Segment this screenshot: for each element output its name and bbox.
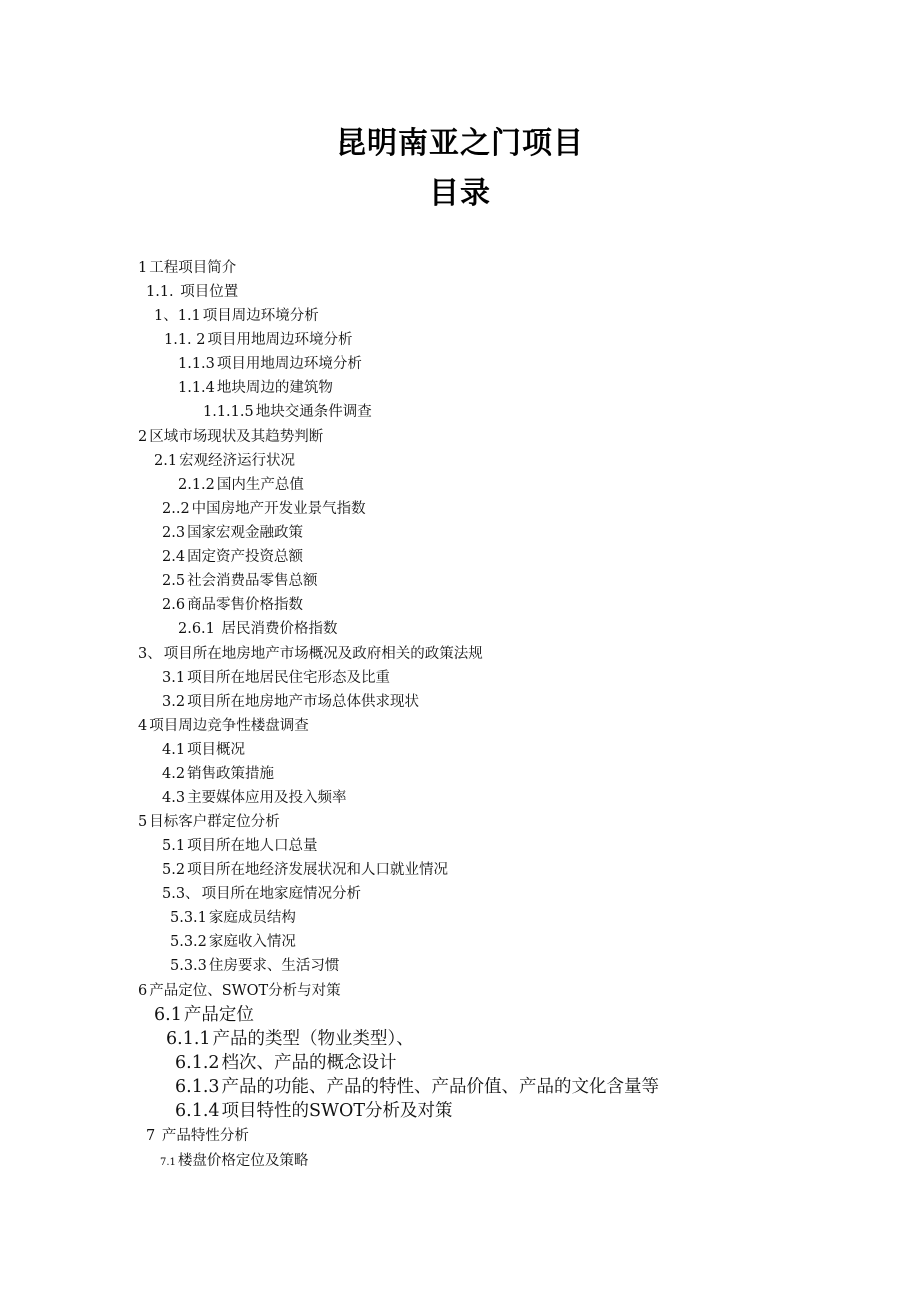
toc-entry-text: 产品的类型（物业类型）、 bbox=[212, 1029, 414, 1049]
toc-entry bbox=[178, 355, 362, 373]
toc-entry bbox=[138, 813, 280, 831]
toc-entry bbox=[166, 1028, 414, 1050]
toc-entry bbox=[164, 331, 353, 349]
toc-entry-number: 6.1 bbox=[154, 1005, 182, 1025]
toc-entry-number: 4.2 bbox=[162, 766, 186, 782]
toc-entry bbox=[162, 789, 347, 807]
toc-entry-number: 5 bbox=[138, 814, 148, 830]
toc-entry bbox=[170, 909, 296, 927]
toc-entry-number: 7 bbox=[146, 1128, 156, 1144]
toc-entry bbox=[162, 765, 274, 783]
toc-entry-number: 2.6.1 bbox=[178, 621, 215, 637]
toc-entry bbox=[175, 1052, 397, 1074]
toc-entry-text: 项目概况 bbox=[187, 742, 246, 758]
toc-entry-number: 1.1.1.5 bbox=[203, 404, 254, 420]
toc-entry bbox=[138, 645, 483, 663]
toc-entry-number: 2.1 bbox=[154, 453, 178, 469]
toc-entry-number: 5.3、 bbox=[162, 886, 200, 902]
toc-entry-text: 项目位置 bbox=[175, 284, 239, 300]
toc-entry-text: 区域市场现状及其趋势判断 bbox=[149, 429, 324, 445]
toc-entry-text: 项目所在地居民住宅形态及比重 bbox=[187, 670, 391, 686]
toc-entry-number: 5.2 bbox=[162, 862, 186, 878]
toc-entry-number: 6 bbox=[138, 983, 148, 999]
toc-entry-number: 2.3 bbox=[162, 525, 186, 541]
toc-entry-number: 5.3.3 bbox=[170, 958, 207, 974]
toc-entry-number: 6.1.3 bbox=[175, 1077, 220, 1097]
toc-entry-number: 1.1.3 bbox=[178, 356, 215, 372]
toc-entry-text: 项目用地周边环境分析 bbox=[216, 356, 362, 372]
toc-entry-number: 2.4 bbox=[162, 549, 186, 565]
toc-entry-text: 项目所在地经济发展状况和人口就业情况 bbox=[187, 862, 449, 878]
toc-entry bbox=[146, 283, 238, 301]
toc-entry-number: 2..2 bbox=[162, 501, 190, 517]
toc-entry bbox=[162, 861, 448, 879]
toc-entry bbox=[162, 572, 318, 590]
toc-entry-text: 产品定位、SWOT分析与对策 bbox=[149, 983, 341, 999]
toc-entry-text: 固定资产投资总额 bbox=[187, 549, 304, 565]
toc-entry-text: 产品特性分析 bbox=[157, 1128, 249, 1144]
toc-entry-number: 1.1. 2 bbox=[164, 332, 206, 348]
toc-entry-number: 1 bbox=[138, 260, 148, 276]
toc-entry-text: 楼盘价格定位及策略 bbox=[177, 1153, 309, 1169]
toc-entry bbox=[178, 379, 333, 397]
toc-entry bbox=[154, 1004, 254, 1026]
toc-entry bbox=[162, 524, 303, 542]
toc-entry bbox=[160, 1152, 308, 1172]
toc-entry bbox=[162, 669, 390, 687]
toc-entry-text: 商品零售价格指数 bbox=[187, 597, 304, 613]
toc-entry bbox=[154, 452, 295, 470]
toc-entry-text: 销售政策措施 bbox=[187, 766, 275, 782]
toc-entry bbox=[162, 837, 318, 855]
toc-entry-text: 家庭收入情况 bbox=[208, 934, 296, 950]
toc-entry-text: 主要媒体应用及投入频率 bbox=[187, 790, 347, 806]
toc-entry-text: 档次、产品的概念设计 bbox=[221, 1053, 397, 1073]
toc-entry bbox=[154, 307, 319, 325]
toc-entry-text: 社会消费品零售总额 bbox=[187, 573, 318, 589]
toc-entry bbox=[138, 259, 236, 277]
toc-entry bbox=[162, 693, 419, 711]
toc-entry bbox=[178, 476, 304, 494]
toc-entry-number: 5.3.2 bbox=[170, 934, 207, 950]
toc-entry-text: 国内生产总值 bbox=[216, 477, 304, 493]
toc-entry-number: 6.1.2 bbox=[175, 1053, 220, 1073]
toc-entry-number: 6.1.4 bbox=[175, 1101, 220, 1121]
toc-entry-text: 中国房地产开发业景气指数 bbox=[191, 501, 366, 517]
toc-entry-number: 2.5 bbox=[162, 573, 186, 589]
toc-entry-text: 宏观经济运行状况 bbox=[179, 453, 296, 469]
toc-entry bbox=[162, 596, 303, 614]
toc-entry-text: 项目所在地家庭情况分析 bbox=[201, 886, 362, 902]
toc-entry-text: 工程项目简介 bbox=[149, 260, 237, 276]
toc-entry-number: 5.3.1 bbox=[170, 910, 207, 926]
toc-entry-text: 产品定位 bbox=[183, 1005, 254, 1025]
toc-entry bbox=[175, 1100, 453, 1122]
toc-entry-text: 项目周边环境分析 bbox=[202, 308, 319, 324]
toc-entry-number: 4 bbox=[138, 718, 148, 734]
toc-entry-number: 7.1 bbox=[160, 1157, 176, 1168]
toc-entry-text: 国家宏观金融政策 bbox=[187, 525, 304, 541]
toc-entry bbox=[162, 885, 361, 903]
toc-entry-text: 目标客户群定位分析 bbox=[149, 814, 280, 830]
toc-entry-number: 4.1 bbox=[162, 742, 186, 758]
document-title: 昆明南亚之门项目 bbox=[336, 126, 584, 161]
toc-entry bbox=[162, 500, 366, 518]
toc-entry-number: 1.1. bbox=[146, 284, 174, 300]
toc-entry-text: 居民消费价格指数 bbox=[216, 621, 338, 637]
toc-entry-text: 产品的功能、产品的特性、产品价值、产品的文化含量等 bbox=[221, 1077, 660, 1097]
toc-entry-number: 2.1.2 bbox=[178, 477, 215, 493]
toc-entry-number: 3、 bbox=[138, 646, 162, 662]
toc-entry bbox=[162, 548, 303, 566]
toc-entry-number: 6.1.1 bbox=[166, 1029, 211, 1049]
toc-entry-text: 项目周边竞争性楼盘调查 bbox=[149, 718, 309, 734]
toc-entry-text: 项目用地周边环境分析 bbox=[207, 332, 353, 348]
toc-entry bbox=[146, 1127, 249, 1145]
toc-entry-text: 项目所在地人口总量 bbox=[187, 838, 318, 854]
toc-entry-text: 住房要求、生活习惯 bbox=[208, 958, 340, 974]
toc-entry-number: 4.3 bbox=[162, 790, 186, 806]
toc-entry bbox=[175, 1076, 659, 1098]
toc-entry bbox=[138, 982, 341, 1000]
toc-entry-text: 家庭成员结构 bbox=[208, 910, 296, 926]
toc-entry bbox=[178, 620, 338, 638]
toc-entry-number: 2.6 bbox=[162, 597, 186, 613]
toc-entry bbox=[162, 741, 245, 759]
toc-entry-text: 项目特性的SWOT分析及对策 bbox=[221, 1101, 453, 1121]
toc-entry bbox=[203, 403, 372, 421]
toc-entry-text: 项目所在地房地产市场概况及政府相关的政策法规 bbox=[163, 646, 483, 662]
toc-heading: 目录 bbox=[429, 176, 491, 211]
toc-entry-number: 1.1.4 bbox=[178, 380, 215, 396]
toc-entry-number: 5.1 bbox=[162, 838, 186, 854]
toc-entry-text: 地块交通条件调查 bbox=[255, 404, 372, 420]
toc-entry-text: 地块周边的建筑物 bbox=[216, 380, 333, 396]
toc-entry-number: 1、1.1 bbox=[154, 308, 201, 324]
toc-entry-number: 2 bbox=[138, 429, 148, 445]
toc-entry bbox=[138, 428, 323, 446]
toc-entry bbox=[170, 933, 296, 951]
toc-entry-number: 3.1 bbox=[162, 670, 186, 686]
toc-entry bbox=[170, 957, 339, 975]
toc-entry-text: 项目所在地房地产市场总体供求现状 bbox=[187, 694, 420, 710]
toc-entry bbox=[138, 717, 309, 735]
toc-entry-number: 3.2 bbox=[162, 694, 186, 710]
